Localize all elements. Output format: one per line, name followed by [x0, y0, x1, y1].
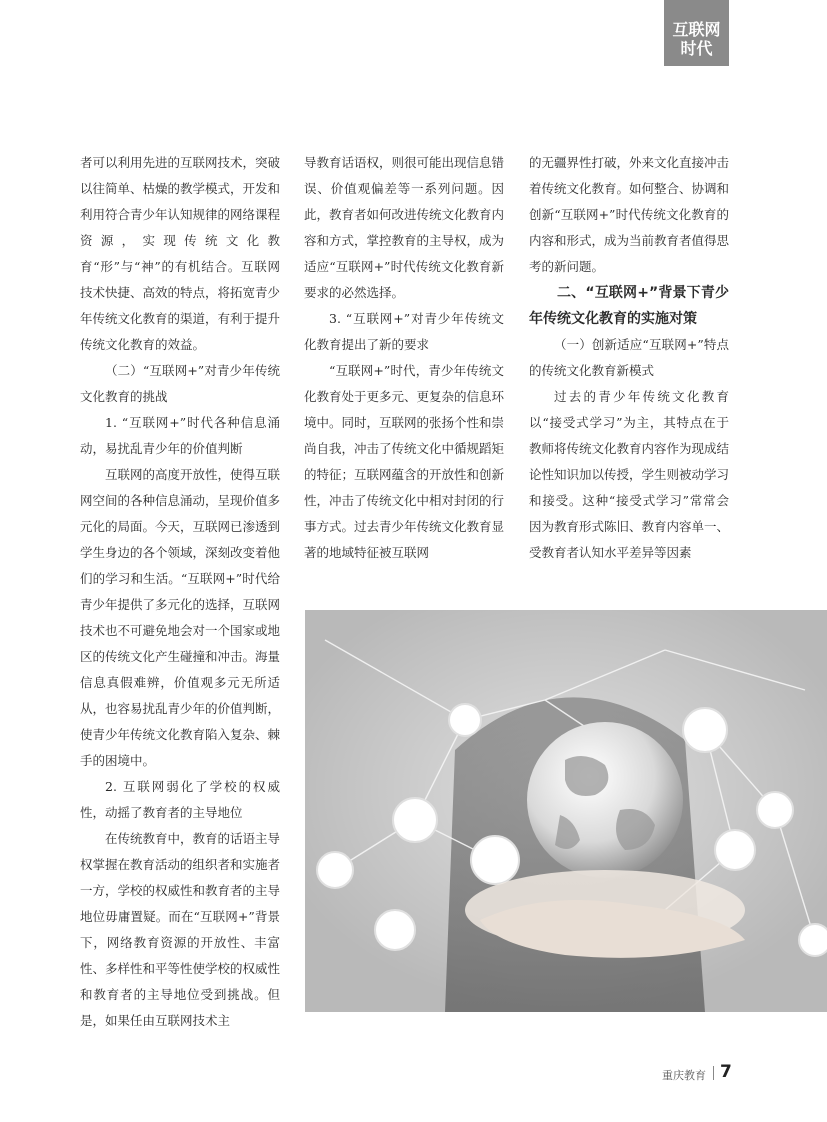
subheading: 2. 互联网弱化了学校的权威性，动摇了教育者的主导地位 [80, 779, 280, 820]
section-heading: 二、“互联网+”背景下青少年传统文化教育的实施对策 [529, 285, 729, 327]
page-number: 7 [720, 1062, 732, 1082]
network-globe-photo [305, 610, 827, 1012]
text-column-2 [304, 150, 504, 566]
paragraph: 互联网的高度开放性，使得互联网空间的各种信息涌动，呈现价值多元化的局面。今天，互联网已渗透到学生身边的各个领域，深刻改变着他们的学习和生活。“互联网+”时代给青少年提供了多元化的选择，互联网技术也不可避免地会对一个国家或地区的传统文化产生碰撞和冲击。海量信息真假难辨，价值观多元无所适从，也容易扰乱青少年的价值判断，使青少年传统文化教育陷入复杂、棘手的困境中。 [80, 467, 281, 768]
section-tag-line2: 时代 [680, 39, 713, 58]
footer-divider [713, 1066, 714, 1080]
section-tag-line1: 互联网 [672, 20, 721, 39]
section-tag [664, 0, 729, 66]
paragraph: 的无疆界性打破，外来文化直接冲击着传统文化教育。如何整合、协调和创新“互联网+”时代传统文化教育的内容和形式，成为当前教育者值得思考的新问题。 [529, 155, 730, 274]
paragraph: 在传统教育中，教育的话语主导权掌握在教育活动的组织者和实施者一方，学校的权威性和教育者的主导地位毋庸置疑。而在“互联网+”背景下，网络教育资源的开放性、丰富性、多样性和平等性使学校的权威性和教育者的主导地位受到挑战。但是，如果任由互联网技术主 [80, 831, 281, 1028]
journal-name: 重庆教育 [662, 1069, 706, 1082]
text-column-3 [529, 150, 729, 566]
network-globe-illustration [305, 610, 827, 1012]
subheading: （一）创新适应“互联网+”特点的传统文化教育新模式 [529, 337, 729, 378]
subheading: （二）“互联网+”对青少年传统文化教育的挑战 [80, 363, 280, 404]
text-column-1 [80, 150, 280, 1034]
page-footer [640, 1062, 740, 1086]
paragraph: “互联网+”时代，青少年传统文化教育处于更多元、更复杂的信息环境中。同时，互联网的张扬个性和崇尚自我，冲击了传统文化中循规蹈矩的特征；互联网蕴含的开放性和创新性，冲击了传统文化中相对封闭的行事方式。过去青少年传统文化教育显著的地域特征被互联网 [304, 363, 505, 560]
subheading: 1. “互联网+”时代各种信息涌动，易扰乱青少年的价值判断 [80, 415, 280, 456]
paragraph: 导教育话语权，则很可能出现信息错误、价值观偏差等一系列问题。因此，教育者如何改进传统文化教育内容和方式，掌控教育的主导权，成为适应“互联网+”时代传统文化教育新要求的必然选择。 [304, 155, 505, 300]
paragraph: 过去的青少年传统文化教育以“接受式学习”为主，其特点在于教师将传统文化教育内容作为现成结论性知识加以传授，学生则被动学习和接受。这种“接受式学习”常常会因为教育形式陈旧、教育内容单一、受教育者认知水平差异等因素 [529, 389, 730, 560]
paragraph: 者可以利用先进的互联网技术，突破以往简单、枯燥的教学模式，开发和利用符合青少年认知规律的网络课程资源，实现传统文化教育“形”与“神”的有机结合。互联网技术快捷、高效的特点，将拓宽青少年传统文化教育的渠道，有利于提升传统文化教育的效益。 [80, 155, 281, 352]
subheading: 3. “互联网+”对青少年传统文化教育提出了新的要求 [304, 311, 504, 352]
